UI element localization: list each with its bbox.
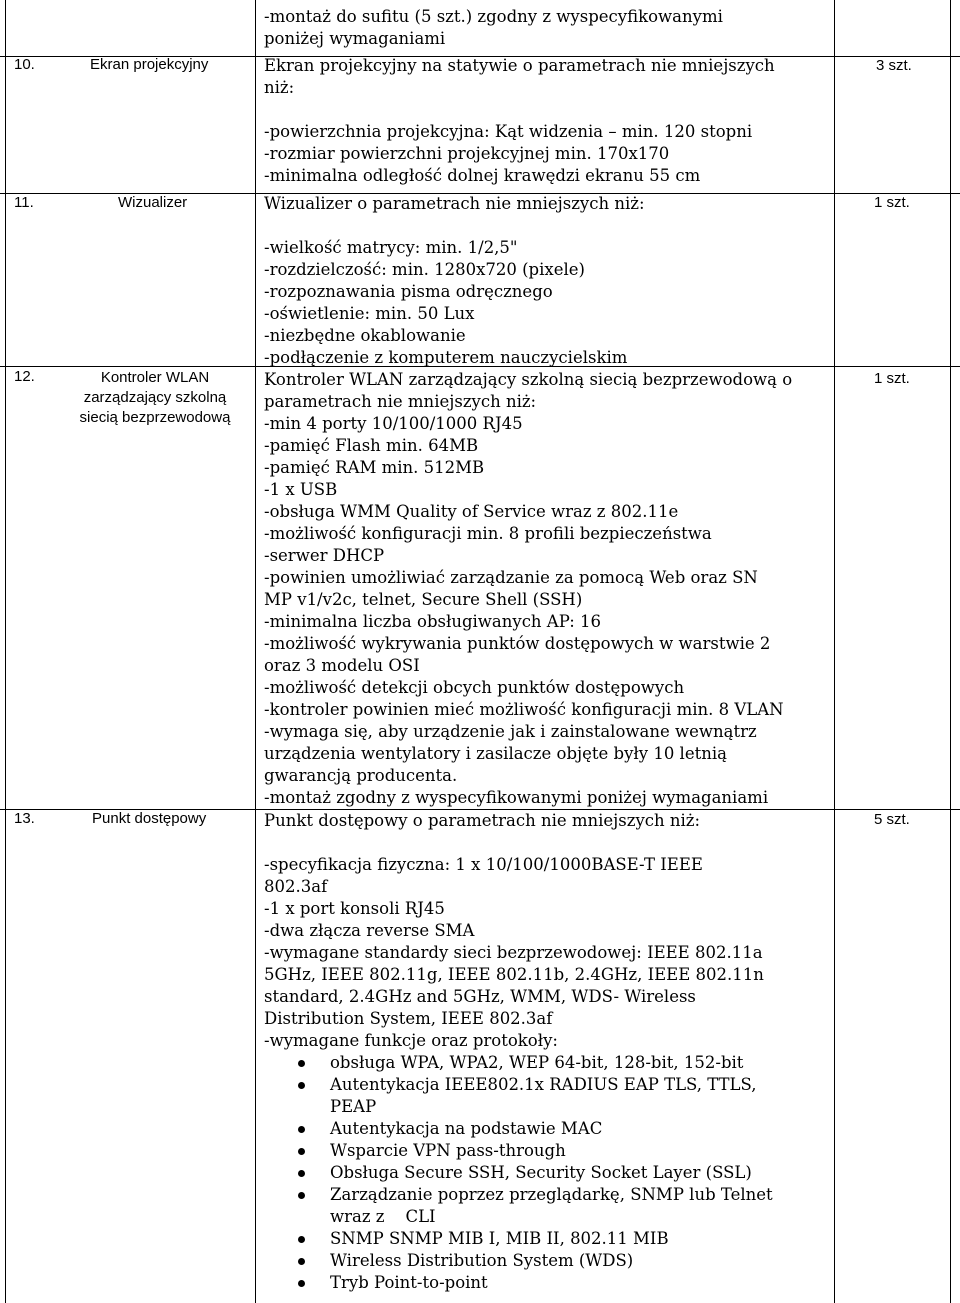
- description-line: 802.3af: [264, 877, 328, 896]
- description-line: -rozdzielczość: min. 1280x720 (pixele): [264, 260, 585, 279]
- description-line: poniżej wymaganiami: [264, 29, 446, 48]
- description-line: -montaż zgodny z wyspecyfikowanymi poniżej wymaganiami: [264, 788, 769, 807]
- row-number: 10.: [14, 56, 35, 73]
- list-item-text: Autentykacja na podstawie MAC: [330, 1119, 603, 1138]
- description-line: MP v1/v2c, telnet, Secure Shell (SSH): [264, 590, 583, 609]
- description-line: -pamięć RAM min. 512MB: [264, 458, 485, 477]
- list-item: [264, 1162, 773, 1184]
- item-name-line: siecią bezprzewodową: [79, 409, 231, 426]
- bullet-icon: [298, 1236, 305, 1243]
- description-line: -minimalna liczba obsługiwanych AP: 16: [264, 612, 602, 631]
- description-line: -rozpoznawania pisma odręcznego: [264, 282, 553, 301]
- bullet-icon: [298, 1192, 305, 1199]
- item-description: [264, 810, 773, 1294]
- bullet-icon: [298, 1170, 305, 1177]
- list-item-text: Tryb Point-to-point: [330, 1273, 488, 1292]
- bullet-icon: [298, 1148, 305, 1155]
- list-item: [264, 1140, 773, 1162]
- description-line: -montaż do sufitu (5 szt.) zgodny z wyspecyfikowanymi: [264, 7, 723, 26]
- table-border-right: [950, 0, 951, 1303]
- table-border-left: [5, 0, 6, 1303]
- list-item: [264, 1052, 773, 1074]
- description-line: 5GHz, IEEE 802.11g, IEEE 802.11b, 2.4GHz, IEEE 802.11n: [264, 965, 764, 984]
- item-quantity: 5 szt.: [874, 811, 910, 828]
- description-line: -wymagane funkcje oraz protokoły:: [264, 1031, 558, 1050]
- column-divider-quantity: [834, 0, 835, 1303]
- row-number: 13.: [14, 810, 35, 827]
- description-line: [264, 99, 775, 121]
- description-line: -możliwość wykrywania punktów dostępowych w warstwie 2: [264, 634, 771, 653]
- bullet-icon: [298, 1082, 305, 1089]
- description-line: -kontroler powinien mieć możliwość konfiguracji min. 8 VLAN: [264, 700, 784, 719]
- row-number: 11.: [14, 194, 34, 211]
- description-line: parametrach nie mniejszych niż:: [264, 392, 537, 411]
- list-item: [264, 1184, 773, 1228]
- description-line: -1 x USB: [264, 480, 338, 499]
- description-line: Ekran projekcyjny na statywie o parametrach nie mniejszych: [264, 56, 775, 75]
- item-name: Punkt dostępowy: [92, 810, 207, 827]
- list-item: [264, 1074, 773, 1118]
- bullet-icon: [298, 1280, 305, 1287]
- table-row-continuation: [264, 6, 723, 50]
- list-item-text: PEAP: [330, 1097, 377, 1116]
- description-line: -niezbędne okablowanie: [264, 326, 466, 345]
- description-line: Kontroler WLAN zarządzający szkolną siecią bezprzewodową o: [264, 370, 793, 389]
- item-description: [264, 55, 775, 187]
- description-line: -dwa złącza reverse SMA: [264, 921, 475, 940]
- description-line: -pamięć Flash min. 64MB: [264, 436, 479, 455]
- description-line: gwarancją producenta.: [264, 766, 458, 785]
- item-name-line: Kontroler WLAN: [100, 369, 210, 386]
- item-quantity: 1 szt.: [874, 370, 910, 387]
- description-line: Wizualizer o parametrach nie mniejszych niż:: [264, 194, 645, 213]
- list-item-text: Wireless Distribution System (WDS): [330, 1251, 634, 1270]
- item-name-line: zarządzający szkolną: [83, 389, 227, 406]
- bullet-icon: [298, 1060, 305, 1067]
- list-item-text: wraz z CLI: [330, 1207, 436, 1226]
- list-item-text: Autentykacja IEEE802.1x RADIUS EAP TLS, TTLS,: [330, 1075, 757, 1094]
- protocol-list: [264, 1052, 773, 1294]
- description-line: -oświetlenie: min. 50 Lux: [264, 304, 475, 323]
- item-name: Wizualizer: [118, 194, 188, 211]
- description-line: -możliwość konfiguracji min. 8 profili bezpieczeństwa: [264, 524, 712, 543]
- item-name: Ekran projekcyjny: [90, 56, 209, 73]
- description-line: -minimalna odległość dolnej krawędzi ekranu 55 cm: [264, 166, 701, 185]
- description-line: [264, 832, 773, 854]
- description-line: -powierzchnia projekcyjna: Kąt widzenia – min. 120 stopni: [264, 122, 753, 141]
- description-line: -wielkość matrycy: min. 1/2,5": [264, 238, 518, 257]
- list-item-text: Obsługa Secure SSH, Security Socket Layer (SSL): [330, 1163, 752, 1182]
- description-line: -1 x port konsoli RJ45: [264, 899, 445, 918]
- description-line: -specyfikacja fizyczna: 1 x 10/100/1000BASE-T IEEE: [264, 855, 703, 874]
- description-line: standard, 2.4GHz and 5GHz, WMM, WDS- Wireless: [264, 987, 696, 1006]
- description-line: -wymaga się, aby urządzenie jak i zainstalowane wewnątrz: [264, 722, 757, 741]
- bullet-icon: [298, 1126, 305, 1133]
- description-line: -wymagane standardy sieci bezprzewodowej: IEEE 802.11a: [264, 943, 763, 962]
- list-item-text: Wsparcie VPN pass-through: [330, 1141, 566, 1160]
- description-line: oraz 3 modelu OSI: [264, 656, 420, 675]
- bullet-icon: [298, 1258, 305, 1265]
- description-line: -serwer DHCP: [264, 546, 385, 565]
- description-line: -obsługa WMM Quality of Service wraz z 802.11e: [264, 502, 679, 521]
- description-line: -podłączenie z komputerem nauczycielskim: [264, 348, 628, 367]
- description-line: -powinien umożliwiać zarządzanie za pomocą Web oraz SN: [264, 568, 758, 587]
- column-divider-description: [255, 0, 256, 1303]
- description-line: -możliwość detekcji obcych punktów dostępowych: [264, 678, 685, 697]
- list-item-text: Zarządzanie poprzez przeglądarkę, SNMP lub Telnet: [330, 1185, 773, 1204]
- item-description: [264, 193, 645, 369]
- description-line: urządzenia wentylatory i zasilacze objęte były 10 letnią: [264, 744, 727, 763]
- list-item-text: obsługa WPA, WPA2, WEP 64-bit, 128-bit, 152-bit: [330, 1053, 744, 1072]
- list-item-text: SNMP SNMP MIB I, MIB II, 802.11 MIB: [330, 1229, 669, 1248]
- description-line: -min 4 porty 10/100/1000 RJ45: [264, 414, 523, 433]
- item-quantity: 3 szt.: [876, 57, 912, 74]
- row-number: 12.: [14, 368, 35, 385]
- description-line: Punkt dostępowy o parametrach nie mniejszych niż:: [264, 811, 701, 830]
- item-description: [264, 369, 792, 809]
- list-item: [264, 1228, 773, 1250]
- description-line: -rozmiar powierzchni projekcyjnej min. 170x170: [264, 144, 670, 163]
- item-name: [60, 368, 250, 428]
- description-line: [264, 215, 645, 237]
- description-line: niż:: [264, 78, 295, 97]
- list-item: [264, 1250, 773, 1272]
- item-quantity: 1 szt.: [874, 194, 910, 211]
- list-item: [264, 1118, 773, 1140]
- list-item: [264, 1272, 773, 1294]
- description-line: Distribution System, IEEE 802.3af: [264, 1009, 553, 1028]
